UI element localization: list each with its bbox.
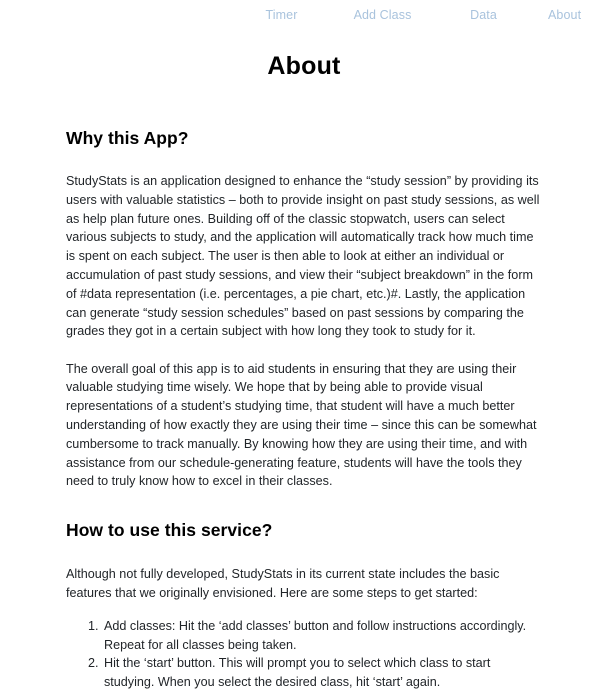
steps-list [66,617,542,692]
nav-item-about[interactable] [534,9,608,22]
nav-link-timer[interactable]: Timer [265,8,298,23]
page-title: About [267,52,341,80]
top-navigation-bar [0,0,608,31]
list-item: 1. Add classes: Hit the ‘add classes’ button and follow instructions accordingly. Repeat for all classes being taken. [102,617,542,655]
nav-links-group [231,9,608,22]
nav-link-about[interactable]: About [548,8,582,23]
section-heading-how-to-use: How to use this service? [66,520,273,541]
section-heading-why-this-app: Why this App? [66,128,189,148]
nav-item-timer[interactable] [231,9,332,22]
paragraph-why-this-app-2: The overall goal of this app is to aid students in ensuring that they are using their valuable studying time wisely. We hope that by being able to provide visual representations of a student’s studying time, that student will have a much better understanding of how exactly they are using their time – since this can be somewhat cumbersome to track manually. By knowing how they are using their time, and with assistance from our schedule-generating feature, students will have the tools they need to truly know how to excel in their classes. [66,361,537,489]
nav-item-data[interactable] [433,9,534,22]
paragraph-why-this-app-1: StudyStats is an application designed to enhance the “study session” by providing its users with valuable statistics – both to provide insight on past study sessions, as well as help plan future ones. Building off of the classic stopwatch, users can select various subjects to study, and the application will automatically track how much time is spent on each subject. The user is then able to look at either an individual or accumulation of past study sessions, and view their “subject breakdown” in the form of #data representation (i.e. percentages, a pie chart, etc.)#. Lastly, the application can generate “study session schedules” based on past sessions by comparing the grades they got in a certain subject with how long they took to study for it. [66,174,540,339]
nav-item-add-class[interactable] [332,9,433,22]
list-item: 2. Hit the ‘start’ button. This will prompt you to select which class to start studying. When you select the desired class, hit ‘start’ again. [102,654,542,692]
nav-link-data[interactable]: Data [470,8,497,23]
nav-link-add-class[interactable]: Add Class [353,8,412,23]
main-content [0,128,608,692]
paragraph-how-to-use-intro: Although not fully developed, StudyStats in its current state includes the basic features that we originally envisioned. Here are some steps to get started: [66,567,500,601]
